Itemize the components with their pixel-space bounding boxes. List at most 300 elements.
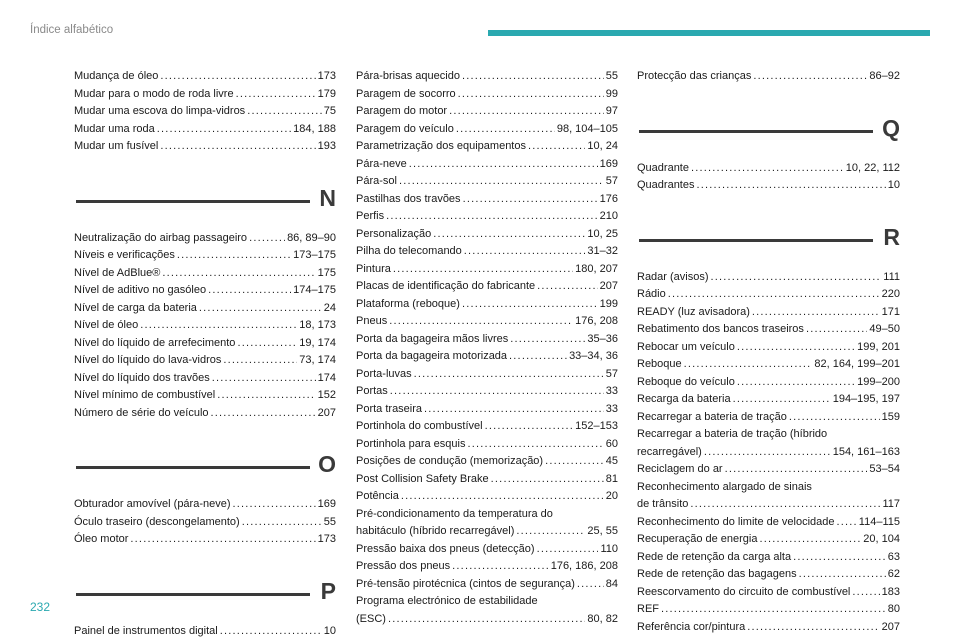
section-rule: [76, 593, 310, 596]
index-entry: [74, 230, 336, 248]
index-entry: [356, 156, 618, 174]
entry-term: Programa electrónico de estabilidade: [356, 595, 538, 607]
page-number: 232: [30, 600, 51, 614]
entry-pages: 82, 164, 199–201: [814, 358, 900, 370]
entry-term: Nível de óleo: [74, 319, 139, 331]
entry-term: Parametrização dos equipamentos: [356, 140, 526, 152]
dot-leader: [389, 313, 573, 331]
entry-term: Nível do líquido dos travões: [74, 371, 210, 384]
entry-term: Pintura: [356, 262, 391, 275]
entry-term: Mudar um fusível: [74, 140, 159, 152]
index-entry: [74, 265, 336, 283]
entry-pages: 62: [887, 568, 900, 580]
entry-pages: 18, 173: [299, 319, 336, 331]
index-entry: [356, 576, 618, 594]
dot-leader: [737, 374, 855, 392]
entry-pages: 210: [599, 210, 618, 222]
entry-pages: 193: [317, 140, 336, 152]
index-entry: [356, 383, 618, 401]
index-entry: [356, 86, 618, 104]
dot-leader: [837, 514, 857, 532]
entry-term: Recarga da bateria: [637, 393, 731, 405]
entry-term: Mudar uma roda: [74, 122, 155, 135]
dot-leader: [242, 514, 322, 532]
index-entry: [74, 300, 336, 318]
section-letter: N: [319, 184, 336, 211]
entry-pages: 10: [887, 179, 900, 191]
index-entry: [356, 68, 618, 86]
entry-term: Quadrante: [637, 161, 689, 174]
dot-leader: [433, 226, 585, 244]
entry-pages: 152: [317, 389, 336, 401]
index-entry: [74, 121, 336, 139]
index-entry: [637, 160, 900, 178]
index-entry: [356, 453, 618, 471]
dot-leader: [516, 523, 585, 541]
dot-leader: [668, 286, 880, 304]
dot-leader: [462, 296, 598, 314]
entry-term: Nível do líquido do lava-vidros: [74, 354, 222, 366]
entry-term: Pré-tensão pirotécnica (cintos de segurança): [356, 577, 575, 590]
dot-leader: [458, 86, 604, 104]
index-entry: [356, 331, 618, 349]
dot-leader: [220, 623, 322, 640]
index-entry: [74, 405, 336, 423]
entry-pages: 207: [881, 620, 900, 633]
index-entry: [356, 121, 618, 139]
entry-pages: 10, 25: [587, 227, 618, 240]
entry-pages: 31–32: [587, 245, 618, 257]
dot-leader: [160, 138, 315, 156]
index-entry: [356, 103, 618, 121]
entry-pages: 33: [605, 402, 618, 415]
entry-term: Rebatimento dos bancos traseiros: [637, 323, 804, 335]
dot-leader: [737, 339, 855, 357]
entry-term: Personalização: [356, 227, 432, 240]
index-entry: [74, 86, 336, 104]
entry-term: Pastilhas dos travões: [356, 192, 461, 205]
dot-leader: [509, 348, 567, 366]
entry-pages: 173: [317, 70, 336, 82]
dot-leader: [485, 418, 574, 436]
index-entry: [356, 226, 618, 244]
entry-term: Portinhola do combustível: [356, 420, 483, 432]
dot-leader: [464, 243, 586, 261]
index-entry: [356, 243, 618, 261]
entry-pages: 159: [881, 410, 900, 423]
dot-leader: [510, 331, 585, 349]
index-column-3: [637, 68, 900, 636]
entry-term: Paragem do veículo: [356, 122, 454, 135]
dot-leader: [799, 566, 886, 584]
index-entry: [637, 461, 900, 479]
dot-leader: [545, 453, 604, 471]
section-header-q: [637, 106, 900, 156]
entry-term: Número de série do veículo: [74, 406, 209, 419]
entry-term: Pressão dos pneus: [356, 560, 451, 572]
index-entry: [356, 506, 618, 541]
section-rule: [639, 130, 873, 133]
dot-leader: [753, 68, 867, 86]
dot-leader: [747, 619, 879, 637]
entry-term: Mudar uma escova do limpa-vidros: [74, 105, 246, 117]
entry-pages: 174–175: [293, 284, 336, 296]
index-entry: [637, 286, 900, 304]
dot-leader: [401, 488, 604, 506]
dot-leader: [130, 531, 315, 549]
dot-leader: [223, 352, 297, 370]
entry-pages: 55: [605, 70, 618, 82]
index-entry: [356, 138, 618, 156]
dot-leader: [852, 584, 879, 602]
index-entry: [637, 68, 900, 86]
entry-term: Potência: [356, 490, 399, 502]
entry-pages: 86–92: [869, 70, 900, 82]
dot-leader: [249, 230, 285, 248]
dot-leader: [162, 265, 315, 283]
entry-pages: 80: [887, 603, 900, 615]
dot-leader: [140, 317, 297, 335]
dot-leader: [399, 173, 604, 191]
index-entry: [356, 418, 618, 436]
index-entry: [74, 103, 336, 121]
dot-leader: [793, 549, 886, 567]
dot-leader: [217, 387, 315, 405]
section-rule: [76, 466, 310, 469]
entry-term: Rádio: [637, 288, 666, 300]
index-entry: [74, 317, 336, 335]
entry-pages: 111: [883, 270, 900, 283]
entry-term: REF: [637, 603, 659, 615]
entry-term: Plataforma (reboque): [356, 297, 460, 310]
index-entry: [637, 269, 900, 287]
dot-leader: [537, 541, 599, 559]
entry-term: Níveis e verificações: [74, 249, 175, 261]
entry-pages: 154, 161–163: [832, 445, 900, 458]
entry-pages: 110: [600, 542, 618, 555]
entry-term: Óculo traseiro (descongelamento): [74, 515, 240, 528]
index-entry: [637, 177, 900, 195]
index-entry: [637, 531, 900, 549]
entry-pages: 60: [605, 437, 618, 450]
dot-leader: [691, 160, 844, 178]
entry-pages: 169: [317, 498, 336, 510]
dot-leader: [414, 366, 604, 384]
entry-pages: 80, 82: [587, 612, 618, 625]
entry-pages: 86, 89–90: [287, 231, 336, 244]
index-entry: [74, 352, 336, 370]
entry-pages: 57: [605, 175, 618, 187]
entry-pages: 75: [323, 105, 336, 117]
index-entry: [356, 208, 618, 226]
entry-pages: 207: [599, 280, 618, 292]
entry-term-continued: [637, 444, 900, 462]
entry-pages: 152–153: [575, 420, 618, 432]
dot-leader: [577, 576, 604, 594]
entry-pages: 84: [605, 577, 618, 590]
entry-term: Óleo motor: [74, 533, 129, 545]
entry-pages: 199: [599, 297, 618, 310]
section-header-r: [637, 215, 900, 265]
dot-leader: [388, 611, 585, 629]
entry-term: Mudança de óleo: [74, 70, 159, 82]
index-entry: [637, 304, 900, 322]
entry-term: Recuperação de energia: [637, 533, 758, 545]
index-column-2: [356, 68, 618, 628]
entry-pages: 176, 186, 208: [550, 560, 618, 572]
entry-term: Recarregar a bateria de tração (híbrido: [637, 428, 828, 440]
entry-term: Recarregar a bateria de tração: [637, 410, 787, 423]
entry-pages: 180, 207: [575, 262, 618, 275]
index-entry: [74, 387, 336, 405]
entry-term: Paragem de socorro: [356, 87, 456, 100]
index-column-1: [74, 68, 336, 640]
index-entry: [637, 549, 900, 567]
dot-leader: [752, 304, 880, 322]
entry-term: Nível de aditivo no gasóleo: [74, 284, 207, 296]
header-accent-bar: [488, 30, 930, 36]
section-rule: [639, 239, 873, 242]
entry-term: Obturador amovível (pára-neve): [74, 498, 231, 510]
entry-term: Placas de identificação do fabricante: [356, 280, 536, 292]
entry-term: Pneus: [356, 315, 388, 327]
dot-leader: [199, 300, 322, 318]
index-entry: [356, 436, 618, 454]
entry-term: Pressão baixa dos pneus (detecção): [356, 542, 535, 555]
index-entry: [356, 541, 618, 559]
index-entry: [356, 558, 618, 576]
index-entry: [637, 356, 900, 374]
index-entry: [637, 619, 900, 637]
entry-pages: 33: [605, 385, 618, 397]
index-entry: [356, 471, 618, 489]
entry-pages: 97: [605, 105, 618, 117]
entry-pages: 173: [317, 533, 336, 545]
index-entry: [637, 566, 900, 584]
entry-pages: 169: [599, 157, 618, 170]
entry-pages: 10: [323, 624, 336, 637]
entry-pages: 194–195, 197: [832, 393, 900, 405]
entry-term: Reciclagem do ar: [637, 463, 723, 475]
entry-pages: 184, 188: [293, 122, 336, 135]
dot-leader: [409, 156, 598, 174]
entry-pages: 25, 55: [587, 525, 618, 537]
index-entry: [637, 514, 900, 532]
entry-pages: 24: [323, 301, 336, 314]
dot-leader: [456, 121, 555, 139]
dot-leader: [704, 444, 831, 462]
entry-pages: 179: [317, 87, 336, 100]
dot-leader: [759, 531, 861, 549]
entry-term-line2: habitáculo (híbrido recarregável): [356, 525, 515, 537]
dot-leader: [211, 405, 316, 423]
dot-leader: [463, 191, 598, 209]
entry-term: Reconhecimento do limite de velocidade: [637, 515, 835, 528]
index-entry: [637, 584, 900, 602]
dot-leader: [684, 356, 813, 374]
index-entry: [356, 488, 618, 506]
entry-term: Porta da bagageira motorizada: [356, 350, 508, 362]
entry-pages: 176: [599, 192, 618, 205]
dot-leader: [725, 461, 868, 479]
dot-leader: [711, 269, 882, 287]
entry-term: Radar (avisos): [637, 270, 709, 283]
entry-term-continued: [637, 496, 900, 514]
entry-pages: 63: [887, 550, 900, 563]
entry-term: Rebocar um veículo: [637, 340, 735, 353]
entry-term: Portinhola para esquis: [356, 437, 466, 450]
index-entry: [74, 247, 336, 265]
entry-pages: 73, 174: [299, 354, 336, 366]
entry-term-continued: [356, 523, 618, 541]
entry-term: Pré-condicionamento da temperatura do: [356, 507, 553, 520]
dot-leader: [233, 496, 316, 514]
entry-term: Referência cor/pintura: [637, 620, 746, 633]
dot-leader: [208, 282, 291, 300]
index-entry: [356, 593, 618, 628]
entry-term: Nível do líquido de arrefecimento: [74, 336, 236, 349]
entry-pages: 175: [317, 266, 336, 279]
index-entry: [356, 401, 618, 419]
section-letter: O: [318, 451, 336, 477]
entry-term: Portas: [356, 385, 388, 397]
dot-leader: [528, 138, 585, 156]
entry-pages: 117: [882, 498, 900, 510]
entry-term: Protecção das crianças: [637, 70, 752, 82]
entry-term: Reescorvamento do circuito de combustível: [637, 585, 851, 598]
entry-term: READY (luz avisadora): [637, 305, 750, 318]
entry-pages: 174: [317, 371, 336, 384]
index-entry: [356, 313, 618, 331]
page-header-title: Índice alfabético: [30, 24, 114, 36]
index-entry: [74, 370, 336, 388]
entry-term: Neutralização do airbag passageiro: [74, 231, 248, 244]
entry-term: Porta-luvas: [356, 367, 412, 380]
index-entry: [74, 335, 336, 353]
entry-pages: 57: [605, 367, 618, 380]
entry-term: Quadrantes: [637, 179, 695, 191]
index-entry: [74, 496, 336, 514]
entry-term: Pára-brisas aquecido: [356, 70, 460, 82]
entry-term: Mudar para o modo de roda livre: [74, 87, 234, 100]
entry-pages: 114–115: [858, 515, 900, 528]
entry-term: Porta traseira: [356, 402, 423, 415]
entry-term: Rede de retenção da carga alta: [637, 550, 792, 563]
entry-term: Post Collision Safety Brake: [356, 472, 489, 485]
index-entry: [356, 296, 618, 314]
dot-leader: [247, 103, 322, 121]
section-rule: [76, 200, 310, 203]
entry-pages: 10, 22, 112: [845, 161, 900, 174]
index-entry: [356, 191, 618, 209]
entry-pages: 19, 174: [299, 336, 336, 349]
index-entry: [637, 601, 900, 619]
index-entry: [74, 514, 336, 532]
section-letter: P: [320, 577, 336, 604]
entry-term-continued: [356, 611, 618, 629]
dot-leader: [452, 558, 549, 576]
entry-pages: 199, 201: [857, 340, 900, 353]
entry-term-line2: (ESC): [356, 612, 386, 625]
dot-leader: [806, 321, 867, 339]
index-entry: [637, 409, 900, 427]
dot-leader: [160, 68, 315, 86]
entry-pages: 173–175: [293, 249, 336, 261]
entry-term: Pára-sol: [356, 175, 397, 187]
entry-term: Reboque: [637, 358, 682, 370]
section-header-o: [74, 442, 336, 492]
entry-term: Nível de AdBlue®: [74, 266, 161, 279]
entry-pages: 171: [881, 305, 900, 318]
dot-leader: [449, 103, 604, 121]
entry-pages: 20, 104: [863, 533, 900, 545]
entry-term-line2: recarregável): [637, 445, 702, 458]
index-entry: [74, 531, 336, 549]
dot-leader: [462, 68, 604, 86]
entry-term-line2: de trânsito: [637, 498, 689, 510]
section-header-n: [74, 176, 336, 226]
index-entry: [637, 479, 900, 514]
dot-leader: [177, 247, 291, 265]
dot-leader: [537, 278, 597, 296]
entry-pages: 183: [881, 585, 900, 598]
entry-pages: 176, 208: [575, 315, 618, 327]
entry-pages: 35–36: [587, 332, 618, 345]
entry-pages: 207: [317, 406, 336, 419]
dot-leader: [467, 436, 603, 454]
dot-leader: [661, 601, 886, 619]
index-entry: [637, 374, 900, 392]
dot-leader: [390, 383, 604, 401]
entry-pages: 10, 24: [587, 140, 618, 152]
entry-pages: 99: [605, 87, 618, 100]
entry-term: Nível mínimo de combustível: [74, 389, 216, 401]
entry-pages: 45: [605, 455, 618, 467]
entry-pages: 199–200: [857, 375, 900, 388]
entry-term: Perfis: [356, 210, 385, 222]
dot-leader: [236, 86, 316, 104]
entry-term: Reconhecimento alargado de sinais: [637, 480, 812, 493]
dot-leader: [491, 471, 604, 489]
entry-term: Painel de instrumentos digital: [74, 624, 218, 637]
dot-leader: [696, 177, 885, 195]
dot-leader: [212, 370, 316, 388]
entry-pages: 49–50: [869, 323, 900, 335]
entry-term: Rede de retenção das bagagens: [637, 568, 797, 580]
dot-leader: [789, 409, 880, 427]
dot-leader: [386, 208, 598, 226]
dot-leader: [393, 261, 573, 279]
entry-pages: 53–54: [869, 463, 900, 475]
index-entry: [356, 173, 618, 191]
entry-pages: 220: [881, 288, 900, 300]
entry-pages: 98, 104–105: [556, 122, 618, 135]
entry-pages: 55: [323, 515, 336, 528]
dot-leader: [424, 401, 604, 419]
index-entry: [356, 278, 618, 296]
section-letter: Q: [882, 114, 900, 141]
dot-leader: [733, 391, 831, 409]
section-letter: R: [883, 223, 900, 250]
dot-leader: [690, 496, 880, 514]
index-entry: [74, 623, 336, 640]
section-header-p: [74, 569, 336, 619]
entry-term: Pilha do telecomando: [356, 245, 462, 257]
index-entry: [356, 348, 618, 366]
dot-leader: [157, 121, 291, 139]
entry-pages: 33–34, 36: [569, 350, 618, 362]
index-entry: [74, 282, 336, 300]
